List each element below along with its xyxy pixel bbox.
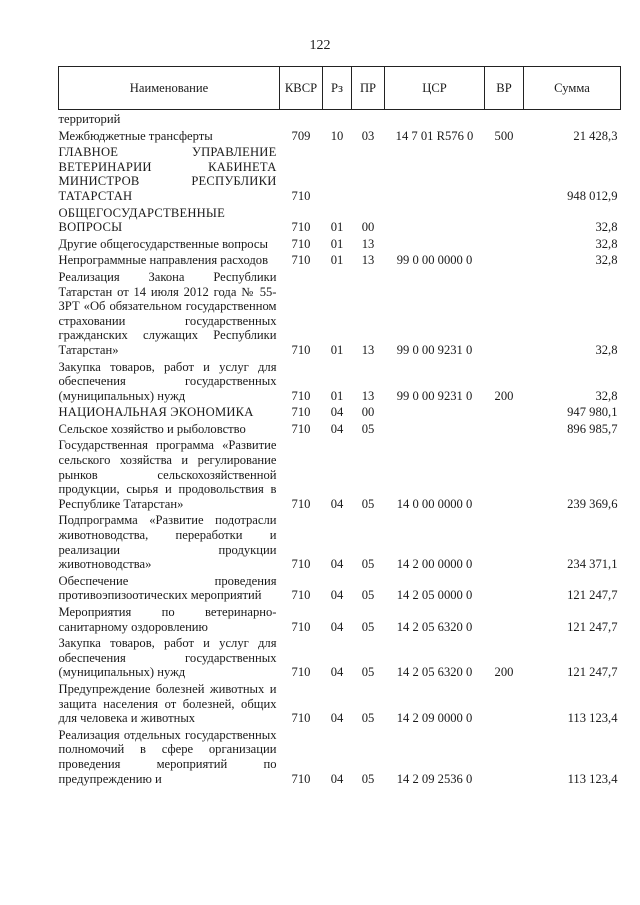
row-csr: 14 2 05 6320 0 bbox=[396, 619, 473, 634]
row-kvsr: 710 bbox=[291, 405, 311, 420]
row-vr bbox=[485, 251, 524, 268]
table-row bbox=[59, 268, 621, 358]
row-pr: 13 bbox=[361, 342, 375, 357]
row-sum: 121 247,7 bbox=[567, 619, 618, 634]
header-pr: ПР bbox=[352, 67, 385, 110]
row-name: Межбюджетные трансферты bbox=[58, 128, 213, 143]
table-row bbox=[59, 436, 621, 511]
row-rz: 01 bbox=[330, 342, 344, 357]
row-kvsr: 710 bbox=[291, 342, 311, 357]
row-rz: 01 bbox=[330, 220, 344, 235]
row-csr: 99 0 00 0000 0 bbox=[396, 253, 473, 268]
row-csr bbox=[385, 235, 485, 252]
row-pr: 03 bbox=[361, 128, 375, 143]
row-pr: 05 bbox=[361, 557, 375, 572]
row-sum: 32,8 bbox=[595, 342, 618, 357]
header-vr: ВР bbox=[485, 67, 524, 110]
row-sum: 948 012,9 bbox=[567, 188, 618, 203]
row-name: Закупка товаров, работ и услуг для обеспечения государственных (муниципальных) нужд bbox=[58, 636, 277, 680]
header-rz: Рз bbox=[323, 67, 352, 110]
row-rz: 04 bbox=[330, 711, 344, 726]
row-pr: 05 bbox=[361, 588, 375, 603]
header-sum: Сумма bbox=[524, 67, 621, 110]
row-sum: 32,8 bbox=[595, 236, 618, 251]
table-row bbox=[59, 603, 621, 634]
row-rz: 01 bbox=[330, 388, 344, 403]
row-csr: 99 0 00 9231 0 bbox=[396, 342, 473, 357]
row-pr: 05 bbox=[361, 619, 375, 634]
row-name: Реализация Закона Республики Татарстан от 14 июля 2012 года № 55-ЗРТ «Об обязательном государственном страховании государственных гражданских служащих Республики Татарстан» bbox=[58, 269, 277, 357]
row-kvsr: 710 bbox=[291, 588, 311, 603]
row-pr: 05 bbox=[361, 496, 375, 511]
table-row bbox=[59, 358, 621, 404]
row-csr: 14 2 09 2536 0 bbox=[396, 771, 473, 786]
row-sum: 121 247,7 bbox=[567, 588, 618, 603]
row-name: Государственная программа «Развитие сельского хозяйства и регулирование рынков сельскохозяйственной продукции, сырья и продовольствия в Республике Татарстан» bbox=[58, 438, 277, 511]
row-csr: 14 2 05 6320 0 bbox=[396, 665, 473, 680]
row-kvsr: 710 bbox=[291, 496, 311, 511]
row-rz: 04 bbox=[330, 619, 344, 634]
row-name: Закупка товаров, работ и услуг для обеспечения государственных (муниципальных) нужд bbox=[58, 359, 277, 403]
table-row bbox=[59, 127, 621, 144]
table-row bbox=[59, 251, 621, 268]
row-kvsr: 710 bbox=[291, 557, 311, 572]
row-sum: 234 371,1 bbox=[567, 557, 618, 572]
row-sum: 21 428,3 bbox=[573, 128, 618, 143]
row-csr: 14 2 00 0000 0 bbox=[396, 557, 473, 572]
row-pr: 05 bbox=[361, 711, 375, 726]
row-csr: 14 7 01 R576 0 bbox=[395, 128, 474, 143]
row-csr: 14 2 05 0000 0 bbox=[396, 588, 473, 603]
row-pr: 13 bbox=[361, 253, 375, 268]
row-pr: 13 bbox=[361, 236, 375, 251]
row-name: НАЦИОНАЛЬНАЯ ЭКОНОМИКА bbox=[58, 405, 254, 420]
row-kvsr: 710 bbox=[291, 253, 311, 268]
row-csr bbox=[385, 420, 485, 437]
row-vr bbox=[485, 726, 524, 786]
row-sum: 947 980,1 bbox=[567, 405, 618, 420]
row-pr: 13 bbox=[361, 388, 375, 403]
row-name: Сельское хозяйство и рыболовство bbox=[58, 421, 246, 436]
row-csr: 99 0 00 9231 0 bbox=[396, 388, 473, 403]
row-rz: 10 bbox=[330, 128, 344, 143]
table-row bbox=[59, 726, 621, 786]
table-row bbox=[59, 204, 621, 235]
header-kvsr: КВСР bbox=[280, 67, 323, 110]
row-vr bbox=[485, 436, 524, 511]
row-sum: 113 123,4 bbox=[567, 771, 618, 786]
row-sum: 32,8 bbox=[595, 220, 618, 235]
row-kvsr: 710 bbox=[291, 388, 311, 403]
row-csr bbox=[385, 143, 485, 203]
row-vr: 200 bbox=[494, 665, 514, 680]
row-sum: 239 369,6 bbox=[567, 496, 618, 511]
row-vr bbox=[485, 204, 524, 235]
row-vr bbox=[485, 403, 524, 420]
row-name: Подпрограмма «Развитие подотрасли животноводства, переработки и реализации продукции животноводства» bbox=[58, 513, 277, 572]
table-row bbox=[59, 680, 621, 726]
row-vr bbox=[485, 143, 524, 203]
row-vr bbox=[485, 235, 524, 252]
row-kvsr: 710 bbox=[291, 711, 311, 726]
row-vr bbox=[485, 603, 524, 634]
row-pr: 00 bbox=[361, 220, 375, 235]
row-rz: 04 bbox=[330, 771, 344, 786]
row-kvsr: 710 bbox=[291, 421, 311, 436]
row-sum: 32,8 bbox=[595, 253, 618, 268]
row-kvsr bbox=[280, 110, 323, 127]
row-kvsr: 710 bbox=[291, 188, 311, 203]
row-sum: 32,8 bbox=[595, 388, 618, 403]
row-pr bbox=[352, 143, 385, 203]
row-csr bbox=[385, 403, 485, 420]
row-kvsr: 709 bbox=[291, 128, 311, 143]
budget-table bbox=[58, 66, 621, 786]
row-name: территорий bbox=[58, 112, 121, 126]
row-kvsr: 710 bbox=[291, 236, 311, 251]
table-row bbox=[59, 143, 621, 203]
row-pr: 05 bbox=[361, 771, 375, 786]
table-row bbox=[59, 110, 621, 127]
row-vr: 500 bbox=[494, 128, 514, 143]
row-rz: 04 bbox=[330, 421, 344, 436]
row-vr bbox=[485, 680, 524, 726]
row-vr bbox=[485, 110, 524, 127]
table-row bbox=[59, 634, 621, 680]
row-rz: 04 bbox=[330, 496, 344, 511]
row-csr: 14 2 09 0000 0 bbox=[396, 711, 473, 726]
row-rz: 04 bbox=[330, 405, 344, 420]
row-vr bbox=[485, 511, 524, 571]
row-vr bbox=[485, 572, 524, 603]
table-row bbox=[59, 420, 621, 437]
row-name: ОБЩЕГОСУДАРСТВЕННЫЕ ВОПРОСЫ bbox=[58, 205, 226, 235]
row-kvsr: 710 bbox=[291, 619, 311, 634]
row-rz: 04 bbox=[330, 665, 344, 680]
row-vr bbox=[485, 420, 524, 437]
row-sum: 113 123,4 bbox=[567, 711, 618, 726]
row-csr bbox=[385, 204, 485, 235]
row-pr: 05 bbox=[361, 665, 375, 680]
table-body bbox=[59, 110, 621, 787]
row-kvsr: 710 bbox=[291, 665, 311, 680]
row-pr bbox=[352, 110, 385, 127]
row-vr bbox=[485, 268, 524, 358]
row-csr: 14 0 00 0000 0 bbox=[396, 496, 473, 511]
row-kvsr: 710 bbox=[291, 771, 311, 786]
row-sum bbox=[524, 110, 621, 127]
table-row bbox=[59, 403, 621, 420]
row-pr: 05 bbox=[361, 421, 375, 436]
header-name: Наименование bbox=[59, 67, 280, 110]
row-name: Реализация отдельных государственных полномочий в сфере организации проведения мероприятий по предупреждению и bbox=[58, 727, 277, 786]
row-name: ГЛАВНОЕ УПРАВЛЕНИЕ ВЕТЕРИНАРИИ КАБИНЕТА МИНИСТРОВ РЕСПУБЛИКИ ТАТАРСТАН bbox=[58, 145, 277, 203]
row-vr: 200 bbox=[494, 388, 514, 403]
row-name: Непрограммные направления расходов bbox=[58, 253, 269, 268]
row-rz: 04 bbox=[330, 557, 344, 572]
table-row bbox=[59, 511, 621, 571]
header-csr: ЦСР bbox=[385, 67, 485, 110]
row-rz: 01 bbox=[330, 253, 344, 268]
row-csr bbox=[385, 110, 485, 127]
row-name: Другие общегосударственные вопросы bbox=[58, 236, 268, 251]
row-kvsr: 710 bbox=[291, 220, 311, 235]
row-pr: 00 bbox=[361, 405, 375, 420]
table-row bbox=[59, 235, 621, 252]
table-row bbox=[59, 572, 621, 603]
row-sum: 121 247,7 bbox=[567, 665, 618, 680]
row-name: Мероприятия по ветеринарно-санитарному оздоровлению bbox=[58, 605, 277, 634]
table-header bbox=[59, 67, 621, 110]
row-rz: 04 bbox=[330, 588, 344, 603]
row-name: Обеспечение проведения противоэпизоотических мероприятий bbox=[58, 573, 277, 603]
row-sum: 896 985,7 bbox=[567, 421, 618, 436]
row-rz bbox=[323, 143, 352, 203]
row-name: Предупреждение болезней животных и защита населения от болезней, общих для человека и животных bbox=[58, 681, 277, 726]
row-rz bbox=[323, 110, 352, 127]
page-number: 122 bbox=[309, 38, 331, 53]
row-rz: 01 bbox=[330, 236, 344, 251]
